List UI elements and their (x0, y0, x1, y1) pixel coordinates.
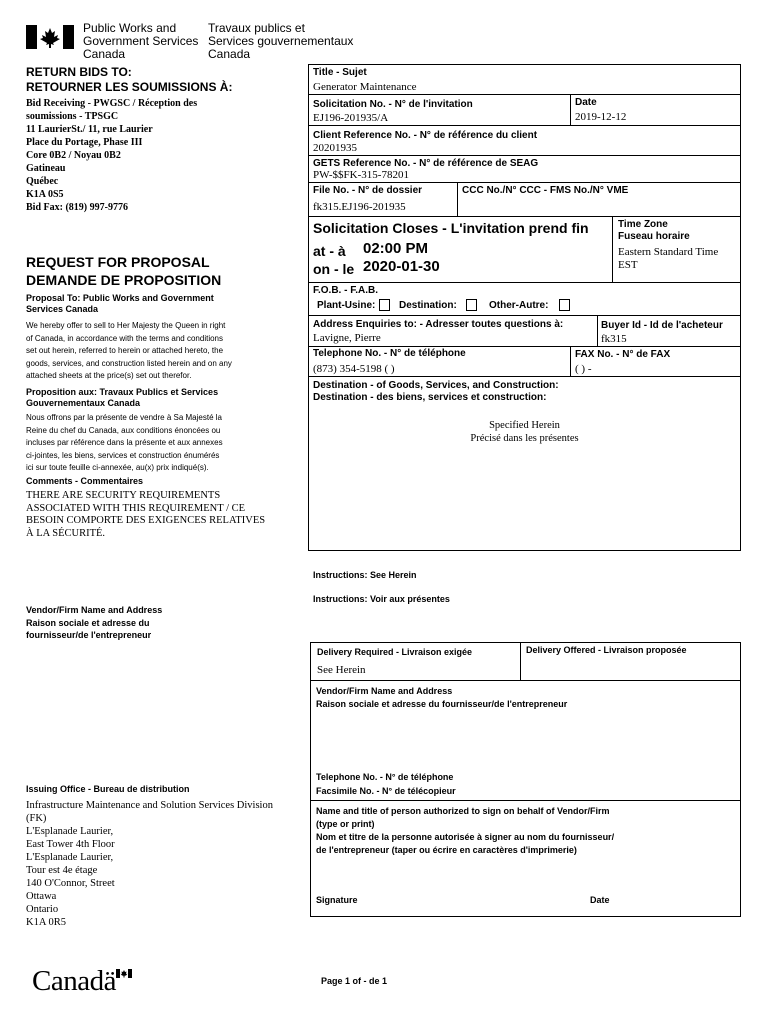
comments-text: THERE ARE SECURITY REQUIREMENTS ASSOCIATED WITH THIS REQUIREMENT / CE BESOIN COMPORTE DES EXIGENCES RELATIVES À LA SÉCURITÉ. (26, 490, 266, 539)
delivery-required-label: Delivery Required - Livraison exigée (317, 647, 473, 657)
vendor-telephone-label: Telephone No. - N° de téléphone (316, 772, 454, 782)
fob-label: F.O.B. - F.A.B. (313, 285, 378, 296)
title-label: Title - Sujet (313, 67, 367, 78)
rule (570, 346, 571, 376)
proposition-aux: Proposition aux: Travaux Publics et Services Gouvernementaux Canada (26, 387, 219, 408)
offer-text-en: We hereby offer to sell to Her Majesty the Queen in right of Canada, in accordance with the terms and conditions set out herein, referred to herein or attached hereto, the goods, services, and construction listed herein and on any attached sheets at the price(s) set out therefor. (26, 321, 232, 380)
gets-value: PW-$$FK-315-78201 (313, 169, 409, 181)
at-label: at - à (313, 243, 346, 259)
solicitation-label: Solicitation No. - N° de l'invitation (313, 99, 473, 110)
other-checkbox[interactable] (559, 299, 570, 311)
vendor-fax-label: Facsimile No. - N° de télécopieur (316, 786, 456, 796)
wordmark-flag-icon (116, 965, 132, 974)
address-enquiries-label: Address Enquiries to: - Adresser toutes questions à: (313, 319, 564, 330)
signature-date-label: Date (590, 895, 610, 905)
on-value: 2020-01-30 (363, 258, 440, 275)
destination-goods-label: Destination - of Goods, Services, and Construction: Destination - des biens, services et construction: (313, 380, 559, 403)
vendor-firm-label: Vendor/Firm Name and Address Raison sociale et adresse du fournisseur/de l'entrepreneur (316, 686, 568, 709)
rule (597, 315, 598, 346)
rule (308, 155, 741, 156)
request-title: REQUEST FOR PROPOSAL DEMANDE DE PROPOSITION (26, 254, 222, 288)
title-value: Generator Maintenance (313, 81, 417, 93)
plant-checkbox[interactable] (379, 299, 390, 311)
rule (612, 216, 613, 282)
canada-wordmark: Canadä (32, 965, 116, 997)
delivery-offered-label: Delivery Offered - Livraison proposée (526, 645, 687, 655)
proposal-to: Proposal To: Public Works and Government Services Canada (26, 293, 214, 314)
canada-flag-logo (26, 25, 74, 49)
rule (308, 282, 741, 283)
rule (308, 376, 741, 377)
on-label: on - le (313, 261, 355, 277)
destination-checkbox[interactable] (466, 299, 477, 311)
rule (308, 182, 741, 183)
delivery-offered-field[interactable] (524, 658, 738, 678)
telephone-value: (873) 354-5198 ( ) (313, 363, 395, 375)
rule (457, 182, 458, 216)
time-zone-label: Time Zone Fuseau horaire (618, 219, 690, 242)
ccc-label: CCC No./N° CCC - FMS No./N° VME (462, 185, 629, 196)
issuing-office-label: Issuing Office - Bureau de distribution (26, 784, 190, 794)
instructions-fr: Instructions: Voir aux présentes (313, 594, 450, 604)
destination-checkbox-label: Destination: (399, 300, 457, 311)
return-bids-title: RETURN BIDS TO: RETOURNER LES SOUMISSIONS À: (26, 65, 233, 94)
rule (520, 642, 521, 680)
closes-label: Solicitation Closes - L'invitation prend fin (313, 220, 589, 236)
date-label: Date (575, 97, 597, 108)
gets-label: GETS Reference No. - N° de référence de SEAG (313, 158, 539, 169)
address-enquiries-value: Lavigne, Pierre (313, 332, 381, 344)
vendor-firm-left: Vendor/Firm Name and Address Raison sociale et adresse du fournisseur/de l'entrepreneur (26, 605, 163, 640)
at-value: 02:00 PM (363, 240, 429, 257)
authorized-person-label: Name and title of person authorized to sign on behalf of Vendor/Firm (type or print) Nom et titre de la personne autorisée à signer au nom du fournisseur/ de l'entrepreneur (taper ou écrire en caractères d'imprimerie) (316, 806, 615, 855)
buyer-id-label: Buyer Id - Id de l'acheteur (601, 320, 723, 331)
rule (308, 346, 741, 347)
authorized-person-field[interactable] (314, 862, 738, 890)
rule (308, 216, 741, 217)
department-name-en: Public Works and Government Services Canada (83, 21, 199, 61)
vendor-firm-field[interactable] (314, 712, 738, 768)
telephone-label: Telephone No. - N° de téléphone (313, 348, 466, 359)
fax-value: ( ) - (575, 363, 592, 375)
rule (570, 94, 571, 125)
offer-text-fr: Nous offrons par la présente de vendre à Sa Majesté la Reine du chef du Canada, aux conditions énoncées ou incluses par référence dans la présente et aux annexes ci-jointes, les biens, services et construction énumérés ici sur toute feuille ci-annexée, au(x) prix indiqué(s). (26, 413, 223, 472)
signature-label: Signature (316, 895, 358, 905)
buyer-id-value: fk315 (601, 333, 627, 345)
comments-label: Comments - Commentaires (26, 476, 144, 486)
page-number: Page 1 of - de 1 (321, 976, 388, 986)
delivery-required-value: See Herein (317, 664, 366, 676)
rule (308, 125, 741, 126)
rule (310, 680, 741, 681)
time-zone-value: Eastern Standard Time EST (618, 246, 719, 271)
plant-label: Plant-Usine: (317, 300, 376, 311)
file-value: fk315.EJ196-201935 (313, 201, 406, 213)
other-label: Other-Autre: (489, 300, 549, 311)
client-ref-value: 20201935 (313, 142, 357, 154)
destination-goods-value: Specified Herein Précisé dans les présentes (470, 420, 579, 444)
instructions-en: Instructions: See Herein (313, 570, 417, 580)
rule (310, 800, 741, 801)
date-value: 2019-12-12 (575, 111, 627, 123)
file-label: File No. - N° de dossier (313, 185, 423, 196)
department-name-fr: Travaux publics et Services gouvernementaux Canada (208, 21, 354, 61)
rule (308, 315, 741, 316)
rule (308, 94, 741, 95)
return-bids-address: Bid Receiving - PWGSC / Réception des soumissions - TPSGC 11 LaurierSt./ 11, rue Laurier Place du Portage, Phase III Core 0B2 / Noyau 0B2 Gatineau Québec K1A 0S5 Bid Fax: (819) 997-9776 (26, 98, 198, 213)
fax-label: FAX No. - N° de FAX (575, 349, 671, 360)
issuing-office-address: Infrastructure Maintenance and Solution Services Division (FK) L'Esplanade Laurier, East Tower 4th Floor L'Esplanade Laurier, Tour est 4e étage 140 O'Connor, Street Ottawa Ontario K1A 0R5 (26, 800, 273, 928)
client-ref-label: Client Reference No. - N° de référence du client (313, 130, 538, 141)
solicitation-value: EJ196-201935/A (313, 112, 389, 124)
